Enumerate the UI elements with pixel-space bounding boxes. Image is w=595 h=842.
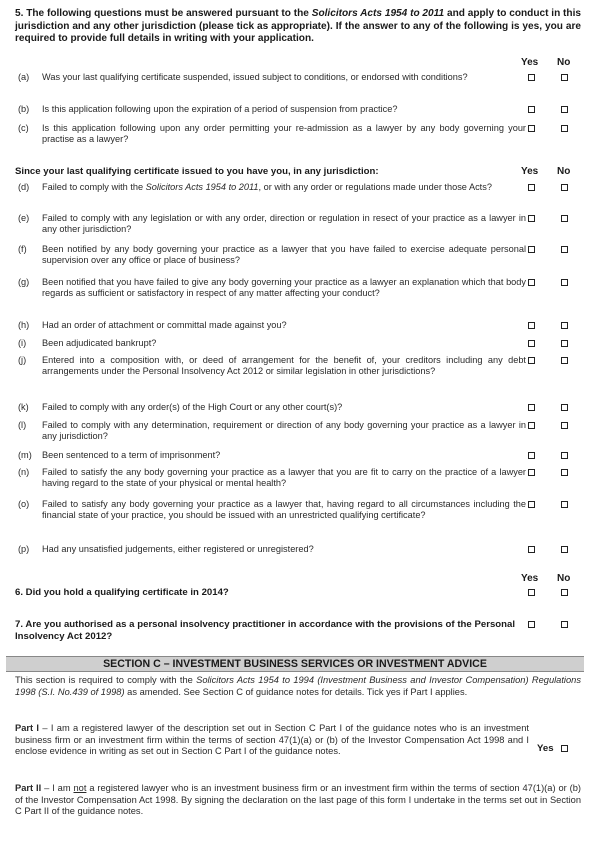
yes-checkbox-b[interactable] [528, 106, 535, 113]
yes-checkbox-q7[interactable] [528, 621, 535, 628]
yes-checkbox-e[interactable] [528, 215, 535, 222]
question-text: Entered into a composition with, or deed of arrangement for the benefit of, your creditors including any debt arrangements under the Personal Insolvency Act 2012 or similar legislation in other jurisdictions? [42, 355, 526, 377]
part-1-text [15, 723, 529, 758]
q-d-text-pre: Failed to comply with the [42, 182, 146, 192]
no-checkbox-m[interactable] [561, 452, 568, 459]
yes-checkbox-g[interactable] [528, 279, 535, 286]
no-checkbox-j[interactable] [561, 357, 568, 364]
yes-column-header: Yes [521, 573, 539, 584]
no-checkbox-f[interactable] [561, 246, 568, 253]
no-checkbox-l[interactable] [561, 422, 568, 429]
yes-checkbox-c[interactable] [528, 125, 535, 132]
no-checkbox-k[interactable] [561, 404, 568, 411]
part-1-label: Part I [15, 723, 40, 733]
q-d-act-name: Solicitors Acts 1954 to 2011 [145, 182, 259, 192]
question-label: (j) [18, 355, 27, 365]
part-2-body: a registered lawyer who is an investment business firm or an investment firm within the terms of section 47(1)(a) or (b) of the Investor Compensation Act 1998. By signing the declaration on the last page of this form I undertake in the terms set out in Section C Part II of the guidance notes. [15, 783, 581, 817]
question-label: (h) [18, 320, 30, 330]
question-6: 6. Did you hold a qualifying certificate in 2014? [15, 587, 229, 598]
question-label: (m) [18, 450, 32, 460]
question-text: Failed to comply with any determination, requirement or direction of any body governing your practice as a lawyer in any jurisdiction? [42, 420, 526, 442]
part-2-not: not [73, 783, 87, 793]
question-text: Is this application following upon any order permitting your re-admission as a lawyer by any body governing your practise as a lawyer? [42, 123, 526, 145]
yes-checkbox-k[interactable] [528, 404, 535, 411]
question-text: Had any unsatisfied judgements, either registered or unregistered? [42, 544, 314, 554]
no-column-header: No [557, 166, 571, 177]
question-text: Is this application following upon the expiration of a period of suspension from practice? [42, 104, 398, 114]
question-text: Failed to satisfy the any body governing your practice as a lawyer that you are fit to carry on the practice of a lawyer having regard to the state of your physical or mental health? [42, 467, 526, 489]
yes-column-header: Yes [521, 57, 539, 68]
no-checkbox-q6[interactable] [561, 589, 568, 596]
yes-checkbox-q6[interactable] [528, 589, 535, 596]
question-label: (p) [18, 544, 30, 554]
question-5-intro [15, 8, 581, 46]
q5-text-pre: 5. The following questions must be answered pursuant to the [15, 8, 312, 19]
part-1-yes-checkbox[interactable] [561, 745, 568, 752]
question-label: (d) [18, 182, 30, 192]
question-text [42, 182, 526, 193]
question-label: (e) [18, 213, 30, 223]
question-text: Been sentenced to a term of imprisonment? [42, 450, 221, 460]
no-checkbox-b[interactable] [561, 106, 568, 113]
no-checkbox-i[interactable] [561, 340, 568, 347]
no-column-header: No [557, 573, 571, 584]
yes-checkbox-p[interactable] [528, 546, 535, 553]
no-column-header: No [557, 57, 571, 68]
question-text: Been adjudicated bankrupt? [42, 338, 157, 348]
no-checkbox-h[interactable] [561, 322, 568, 329]
no-checkbox-g[interactable] [561, 279, 568, 286]
yes-checkbox-i[interactable] [528, 340, 535, 347]
q-d-text-post: , or with any order or regulations made under those Acts? [258, 182, 492, 192]
no-checkbox-a[interactable] [561, 74, 568, 81]
no-checkbox-c[interactable] [561, 125, 568, 132]
part-2-text [15, 783, 581, 818]
yes-checkbox-n[interactable] [528, 469, 535, 476]
intro-text-post: as amended. See Section C of guidance notes for details. Tick yes if Part I applies. [124, 686, 468, 697]
yes-checkbox-a[interactable] [528, 74, 535, 81]
question-label: (k) [18, 402, 29, 412]
question-label: (i) [18, 338, 27, 348]
no-checkbox-p[interactable] [561, 546, 568, 553]
question-7: 7. Are you authorised as a personal insolvency practitioner in accordance with the provisions of the Personal Insolvency Act 2012? [15, 619, 515, 642]
yes-column-header: Yes [521, 166, 539, 177]
question-label: (l) [18, 420, 27, 430]
yes-checkbox-l[interactable] [528, 422, 535, 429]
section-c-header: SECTION C – INVESTMENT BUSINESS SERVICES OR INVESTMENT ADVICE [6, 656, 584, 672]
question-label: (o) [18, 499, 30, 509]
part-2-label: Part II [15, 783, 42, 793]
question-text: Been notified by any body governing your practice as a lawyer that you have failed to exercise adequate personal supervision over any office or place of business? [42, 244, 526, 266]
no-checkbox-o[interactable] [561, 501, 568, 508]
question-label: (f) [18, 244, 27, 254]
section-c-intro [15, 675, 581, 698]
yes-checkbox-o[interactable] [528, 501, 535, 508]
question-label: (a) [18, 72, 30, 82]
no-checkbox-n[interactable] [561, 469, 568, 476]
part-1-yes-label: Yes [537, 743, 554, 754]
part-1-body: – I am a registered lawyer of the description set out in Section C Part I of the guidance notes who is an investment business firm or an investment firm within the terms of section 47(1)(a) or (b) of the Investor Compensation Act 1998 and I enclose evidence in writing as set out in Section C Part I of the guidance notes. [15, 723, 529, 757]
no-checkbox-d[interactable] [561, 184, 568, 191]
no-checkbox-e[interactable] [561, 215, 568, 222]
yes-checkbox-d[interactable] [528, 184, 535, 191]
question-text: Failed to comply with any order(s) of the High Court or any other court(s)? [42, 402, 343, 412]
yes-checkbox-h[interactable] [528, 322, 535, 329]
question-label: (n) [18, 467, 30, 477]
yes-checkbox-m[interactable] [528, 452, 535, 459]
no-checkbox-q7[interactable] [561, 621, 568, 628]
question-text: Was your last qualifying certificate suspended, issued subject to conditions, or endorsed with conditions? [42, 72, 468, 82]
question-label: (c) [18, 123, 29, 133]
question-text: Failed to satisfy any body governing your practice as a lawyer that, having regard to all circumstances including the financial state of your practice, you should be issued with an unrestricted qualifying certificate? [42, 499, 526, 521]
part-2-pre: – I am [41, 783, 74, 793]
question-text: Failed to comply with any legislation or with any order, direction or regulation in resect of your practice as a lawyer in any other jurisdiction? [42, 213, 526, 235]
question-text: Been notified that you have failed to give any body governing your practice as a lawyer an explanation which that body regards as sufficient or satisfactory in respect of any matter affecting your conduct? [42, 277, 526, 299]
q5-act-name: Solicitors Acts 1954 to 2011 [311, 8, 445, 19]
yes-checkbox-f[interactable] [528, 246, 535, 253]
q5-text-post: and apply to conduct in this jurisdiction and any other jurisdiction (please tick as appropriate). If the answer to any of the following is yes, you are required to provide full details in writing with your application. [15, 8, 581, 44]
intro-act-name: Solicitors Acts 1954 to 1994 (Investment Business and Investor Compensation) Regulations 1998 (S.I. No.439 of 1998) [15, 675, 581, 697]
question-label: (g) [18, 277, 30, 287]
yes-checkbox-j[interactable] [528, 357, 535, 364]
question-label: (b) [18, 104, 30, 114]
since-heading: Since your last qualifying certificate issued to you have you, in any jurisdiction: [15, 166, 379, 177]
intro-text-pre: This section is required to comply with the [15, 675, 197, 685]
question-text: Had an order of attachment or committal made against you? [42, 320, 287, 330]
